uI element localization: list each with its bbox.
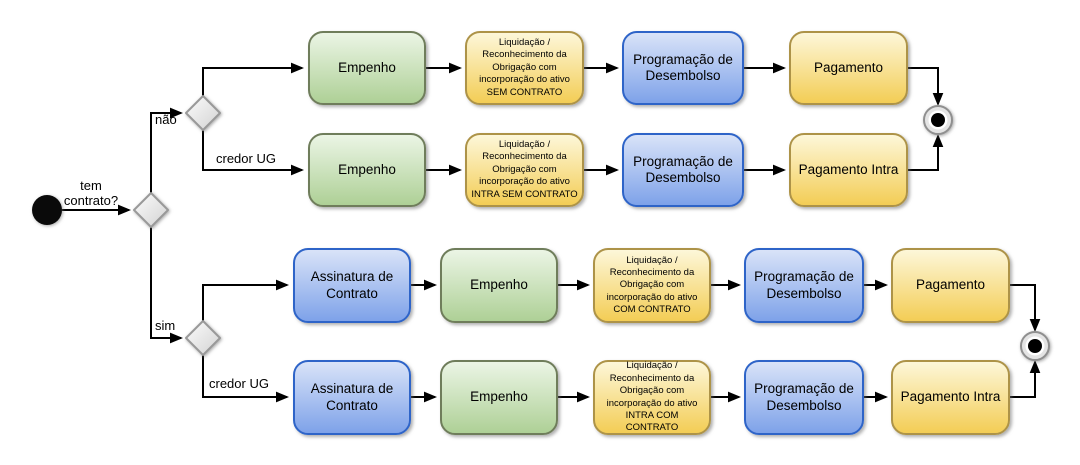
activity-row2-empenho [308,133,426,207]
activity-label: Liquidação / Reconhecimento da Obrigação com incorporação do ativo INTRA SEM CONTRATO [471,139,578,200]
activity-label: Pagamento Intra [900,389,1001,405]
activity-row3-liquidacao-com-contrato [593,248,711,323]
activity-label: Empenho [338,161,396,177]
decision-diamond-main [134,193,168,227]
activity-label: Liquidação / Reconhecimento da Obrigação com incorporação do ativo INTRA COM CONTRATO [606,360,698,434]
activity-label: Assinatura de Contrato [310,269,394,301]
decision-diamond-no [186,96,220,130]
edge-label-start-question: tem contrato? [63,178,119,208]
activity-label: Liquidação / Reconhecimento da Obrigação com incorporação do ativo SEM CONTRATO [479,37,570,98]
activity-row2-liquidacao-intra-sem-contrato [465,133,584,207]
edge-row3-to-end [1010,285,1035,330]
activity-label: Assinatura de Contrato [310,381,394,413]
edge-row4-to-end [1010,362,1035,397]
activity-row3-pagamento [891,248,1010,323]
activity-row1-pagamento [789,31,908,105]
activity-row4-assinatura-contrato [293,360,411,435]
activity-row3-empenho [440,248,558,323]
edge-row1-to-end [908,68,938,104]
activity-row1-empenho [308,31,426,105]
activity-label: Empenho [470,277,528,293]
activity-label: Empenho [470,389,528,405]
activity-label: Programação de Desembolso [754,269,854,301]
activity-row1-liquidacao-sem-contrato [465,31,584,105]
activity-row3-assinatura-contrato [293,248,411,323]
edge-label-sim: sim [155,318,176,333]
activity-row2-programacao-desembolso [622,133,744,207]
edge-label-credor-ug-bottom: credor UG [209,376,269,391]
activity-label: Programação de Desembolso [633,51,733,83]
activity-row1-programacao-desembolso [622,31,744,105]
edge-no-to-row1 [203,68,302,96]
activity-label: Programação de Desembolso [754,381,854,413]
edge-label-credor-ug-top: credor UG [216,151,276,166]
activity-row2-pagamento-intra [789,133,908,207]
activity-row4-programacao-desembolso [744,360,864,435]
edge-yes-to-row3 [203,285,287,321]
edge-row2-to-end [908,136,938,170]
activity-label: Programação de Desembolso [633,153,733,185]
start-node [32,195,62,225]
activity-label: Pagamento Intra [798,161,899,177]
activity-row3-programacao-desembolso [744,248,864,323]
edge-label-nao: não [155,112,177,127]
activity-label: Liquidação / Reconhecimento da Obrigação com incorporação do ativo COM CONTRATO [606,254,698,316]
activity-label: Pagamento [915,277,986,293]
activity-label: Pagamento [813,59,884,75]
activity-label: Empenho [338,59,396,75]
activity-row4-empenho [440,360,558,435]
end-node-bottom [1021,332,1049,360]
activity-row4-liquidacao-intra-com-contrato [593,360,711,435]
decision-diamond-yes [186,321,220,355]
end-node-top [924,106,952,134]
activity-row4-pagamento-intra [891,360,1010,435]
